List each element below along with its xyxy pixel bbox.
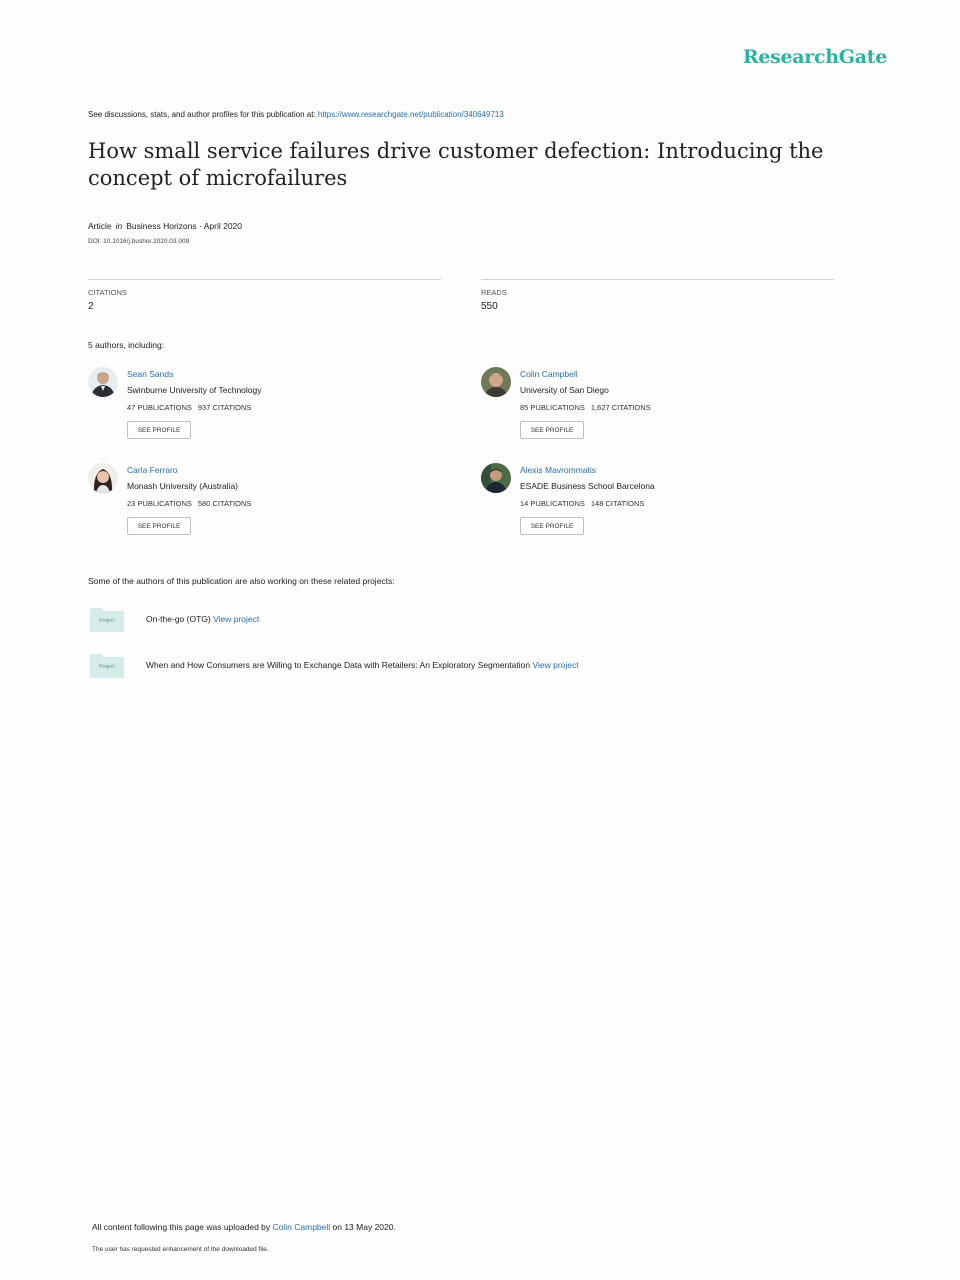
see-profile-button[interactable]: SEE PROFILE — [520, 517, 584, 535]
in-word: in — [115, 221, 123, 231]
folder-label: Project — [90, 657, 124, 678]
project-text — [146, 614, 259, 624]
reads-value: 550 — [481, 301, 498, 312]
reads-divider — [481, 279, 834, 280]
author-stats — [127, 403, 251, 412]
author-publications: 85 PUBLICATIONS — [520, 403, 585, 412]
author-citations: 1,627 CITATIONS — [590, 403, 651, 412]
source-line — [88, 110, 504, 119]
view-project-link[interactable]: View project — [213, 614, 260, 624]
author-stats — [520, 499, 644, 508]
upload-suffix: on 13 May 2020. — [330, 1222, 396, 1232]
doi: DOI: 10.1016/j.bushor.2020.03.009 — [88, 238, 190, 245]
author-institution: University of San Diego — [520, 385, 609, 395]
avatar[interactable] — [88, 367, 118, 397]
article-type: Article — [88, 221, 112, 231]
avatar[interactable] — [88, 463, 118, 493]
citations-value: 2 — [88, 301, 94, 312]
author-card — [481, 463, 821, 553]
project-text — [146, 660, 579, 670]
journal-name: Business Horizons · April 2020 — [126, 221, 243, 231]
project-name: When and How Consumers are Willing to Exchange Data with Retailers: An Exploratory Segmentation — [146, 660, 533, 670]
project-item — [90, 608, 790, 634]
view-project-link[interactable]: View project — [532, 660, 579, 670]
citations-label: CITATIONS — [88, 288, 127, 297]
author-card — [88, 463, 428, 553]
reads-label: READS — [481, 288, 507, 297]
citations-divider — [88, 279, 441, 280]
source-text: See discussions, stats, and author profiles for this publication at: — [88, 110, 318, 119]
author-name[interactable]: Alexis Mavrommatis — [520, 465, 597, 475]
author-name[interactable]: Carla Ferraro — [127, 465, 178, 475]
authors-heading: 5 authors, including: — [88, 340, 165, 350]
author-citations: 148 CITATIONS — [590, 499, 645, 508]
author-publications: 23 PUBLICATIONS — [127, 499, 192, 508]
see-profile-button[interactable]: SEE PROFILE — [127, 421, 191, 439]
author-name[interactable]: Colin Campbell — [520, 369, 578, 379]
researchgate-logo[interactable]: ResearchGate — [742, 46, 887, 68]
avatar[interactable] — [481, 367, 511, 397]
publication-link[interactable]: https://www.researchgate.net/publication/340649713 — [317, 110, 504, 119]
author-citations: 580 CITATIONS — [197, 499, 252, 508]
author-stats — [127, 499, 251, 508]
upload-note — [92, 1222, 396, 1232]
author-name[interactable]: Sean Sands — [127, 369, 174, 379]
author-stats — [520, 403, 651, 412]
uploader-link[interactable]: Colin Campbell — [272, 1222, 331, 1232]
article-title: How small service failures drive customer defection: Introducing the concept of microfailures — [88, 139, 824, 190]
folder-icon — [90, 608, 124, 632]
author-publications: 14 PUBLICATIONS — [520, 499, 585, 508]
see-profile-button[interactable]: SEE PROFILE — [520, 421, 584, 439]
author-publications: 47 PUBLICATIONS — [127, 403, 192, 412]
author-institution: Swinburne University of Technology — [127, 385, 262, 395]
folder-label: Project — [90, 611, 124, 632]
author-institution: Monash University (Australia) — [127, 481, 239, 491]
project-item — [90, 654, 790, 680]
enhancement-note: The user has requested enhancement of the downloaded file. — [92, 1246, 269, 1253]
project-name: On-the-go (OTG) — [146, 614, 214, 624]
author-card — [88, 367, 428, 457]
projects-heading: Some of the authors of this publication are also working on these related projects: — [88, 576, 395, 586]
folder-icon — [90, 654, 124, 678]
author-card — [481, 367, 821, 457]
author-institution: ESADE Business School Barcelona — [520, 481, 655, 491]
article-meta — [88, 221, 242, 231]
author-citations: 937 CITATIONS — [197, 403, 252, 412]
see-profile-button[interactable]: SEE PROFILE — [127, 517, 191, 535]
avatar[interactable] — [481, 463, 511, 493]
upload-prefix: All content following this page was uploaded by — [92, 1222, 273, 1232]
